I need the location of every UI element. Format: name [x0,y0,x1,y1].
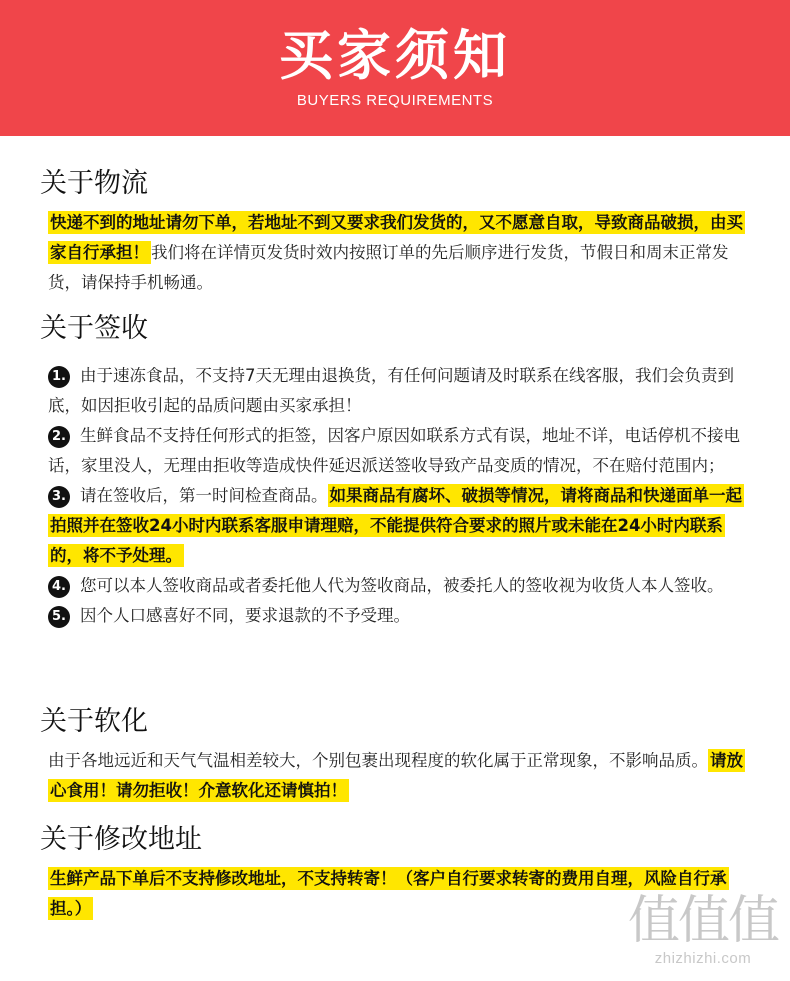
page-subtitle: BUYERS REQUIREMENTS [296,92,494,109]
number-badge: 5. [48,606,70,628]
signing-item-5 [48,601,748,631]
signing-item-text: 由于速冻食品，不支持7天无理由退换货，有任何问题请及时联系在线客服，我们会负责到底，如因拒收引起的品质问题由买家承担！ [48,366,734,415]
header-banner [0,0,790,136]
watermark-url: zhizhizhi.com [654,950,752,967]
signing-item-2 [48,421,748,481]
signing-item-text: 因个人口感喜好不同，要求退款的不予受理。 [80,606,410,625]
signing-item-text: 生鲜食品不支持任何形式的拒签，因客户原因如联系方式有误，地址不详，电话停机不接电话，家里没人，无理由拒收等造成快件延迟派送签收导致产品变质的情况，不在赔付范围内； [48,426,740,475]
number-badge: 3. [48,486,70,508]
signing-list [40,361,750,631]
softening-title: 关于软化 [40,706,148,737]
signing-item-text: 请在签收后，第一时间检查商品。 [80,486,328,505]
number-badge: 2. [48,426,70,448]
number-badge: 1. [48,366,70,388]
logistics-highlight: 快递不到的地址请勿下单，若地址不到又要求我们发货的，又不愿意自取，导致商品破损，由买家自行承担！ [50,213,743,262]
logistics-section [40,166,750,298]
softening-section [40,704,750,806]
signing-item-4 [48,571,748,601]
signing-item-text: 您可以本人签收商品或者委托他人代为签收商品，被委托人的签收视为收货人本人签收。 [80,576,724,595]
watermark-logo: 值值值 [628,891,779,951]
address-highlight: 生鲜产品下单后不支持修改地址，不支持转寄！（客户自行要求转寄的费用自理，风险自行承担。） [50,869,727,918]
signing-item-3 [48,481,748,571]
address-title: 关于修改地址 [40,824,202,855]
signing-title: 关于签收 [40,313,148,344]
signing-item-1 [48,361,748,421]
signing-item-highlight: 如果商品有腐坏、破损等情况，请将商品和快递面单一起拍照并在签收24小时内联系客服申请理赔，不能提供符合要求的照片或未能在24小时内联系的，将不予处理。 [50,486,742,565]
logistics-paragraph [48,208,748,298]
softening-highlight: 请放心食用！请勿拒收！介意软化还请慎拍！ [50,751,743,800]
logistics-title: 关于物流 [40,168,148,199]
logistics-text: 我们将在详情页发货时效内按照订单的先后顺序进行发货，节假日和周末正常发货，请保持手机畅通。 [48,243,729,292]
number-badge: 4. [48,576,70,598]
page-title: 买家须知 [279,24,511,87]
signing-section [40,311,750,631]
softening-paragraph [48,746,748,806]
softening-text: 由于各地远近和天气气温相差较大，个别包裹出现程度的软化属于正常现象，不影响品质。 [48,751,708,770]
watermark [628,892,778,968]
